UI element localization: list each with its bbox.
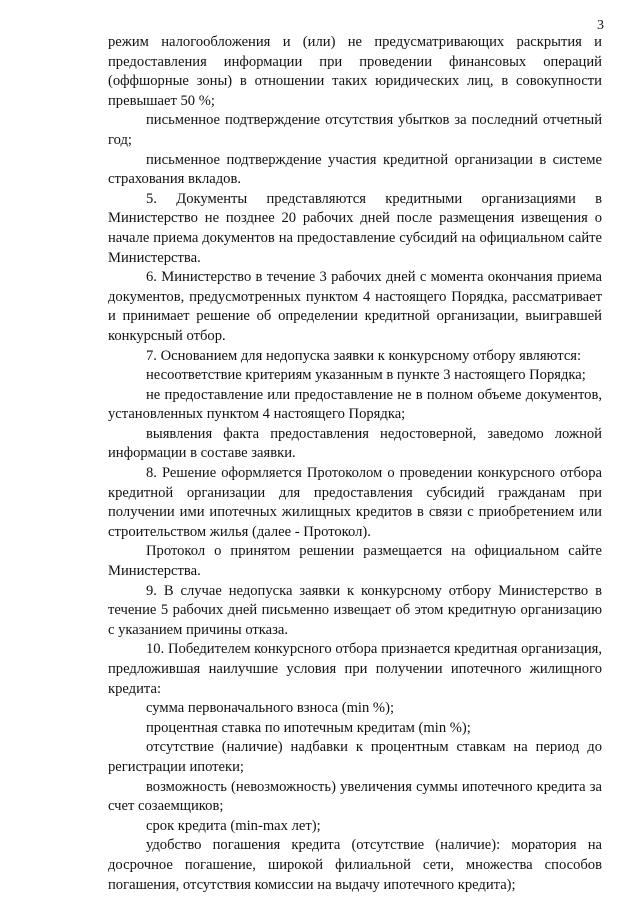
paragraph-item: возможность (невозможность) увеличения суммы ипотечного кредита за счет созаемщиков; bbox=[108, 778, 602, 815]
paragraph-item: не предоставление или предоставление не в полном объеме документов, установленных пунктом 4 настоящего Порядка; bbox=[108, 386, 602, 423]
paragraph-item: выявления факта предоставления недостоверной, заведомо ложной информации в составе заявки. bbox=[108, 425, 602, 462]
paragraph-clause-7: 7. Основанием для недопуска заявки к конкурсному отбору являются: bbox=[146, 347, 582, 364]
paragraph-item: письменное подтверждение отсутствия убытков за последний отчетный год; bbox=[108, 112, 602, 148]
paragraph-item: сумма первоначального взноса (min %); bbox=[146, 700, 395, 717]
paragraph-item: Протокол о принятом решении размещается на официальном сайте Министерства. bbox=[108, 543, 602, 580]
paragraph-item: удобство погашения кредита (отсутствие (наличие): моратория на досрочное погашение, широкой филиальной сети, множества способов погашения, отсутствия комиссии на выдачу ипотечного кредита); bbox=[108, 837, 602, 893]
page-number: 3 bbox=[597, 18, 604, 33]
paragraph-continuation: режим налогообложения и (или) не предусматривающих раскрытия и предоставления информации при проведении финансовых операций (оффшорные зоны) в отношении таких юридических лиц, в совокупности превышает 50 %; bbox=[108, 34, 602, 109]
paragraph-item: срок кредита (min-max лет); bbox=[146, 817, 321, 834]
paragraph-item: несоответствие критериям указанным в пункте 3 настоящего Порядка; bbox=[146, 367, 586, 384]
paragraph-clause-8: 8. Решение оформляется Протоколом о проведении конкурсного отбора кредитной организации для предоставления субсидий гражданам при получении ими ипотечных жилищных кредитов в связи с приобретением или строительством жилья (далее - Протокол). bbox=[108, 465, 602, 540]
paragraph-item: письменное подтверждение участия кредитной организации в системе страхования вкладов. bbox=[108, 151, 602, 188]
paragraph-item: процентная ставка по ипотечным кредитам (min %); bbox=[146, 719, 471, 736]
paragraph-clause-10: 10. Победителем конкурсного отбора признается кредитная организация, предложившая наилучшие условия при получении ипотечного жилищного кредита: bbox=[108, 641, 602, 697]
paragraph-item: отсутствие (наличие) надбавки к процентным ставкам на период до регистрации ипотеки; bbox=[108, 739, 602, 775]
paragraph-clause-9: 9. В случае недопуска заявки к конкурсному отбору Министерство в течение 5 рабочих дней письменно извещает об этом кредитную организацию с указанием причины отказа. bbox=[108, 582, 602, 638]
document-body bbox=[108, 33, 602, 895]
paragraph-clause-6: 6. Министерство в течение 3 рабочих дней с момента окончания приема документов, предусмотренных пунктом 4 настоящего Порядка, рассматривает и принимает решение об определении кредитной организации, выигравшей конкурсный отбор. bbox=[108, 269, 602, 344]
paragraph-clause-5: 5. Документы представляются кредитными организациями в Министерство не позднее 20 рабочих дней после размещения извещения о начале приема документов на предоставление субсидий на официальном сайте Министерства. bbox=[108, 190, 602, 266]
